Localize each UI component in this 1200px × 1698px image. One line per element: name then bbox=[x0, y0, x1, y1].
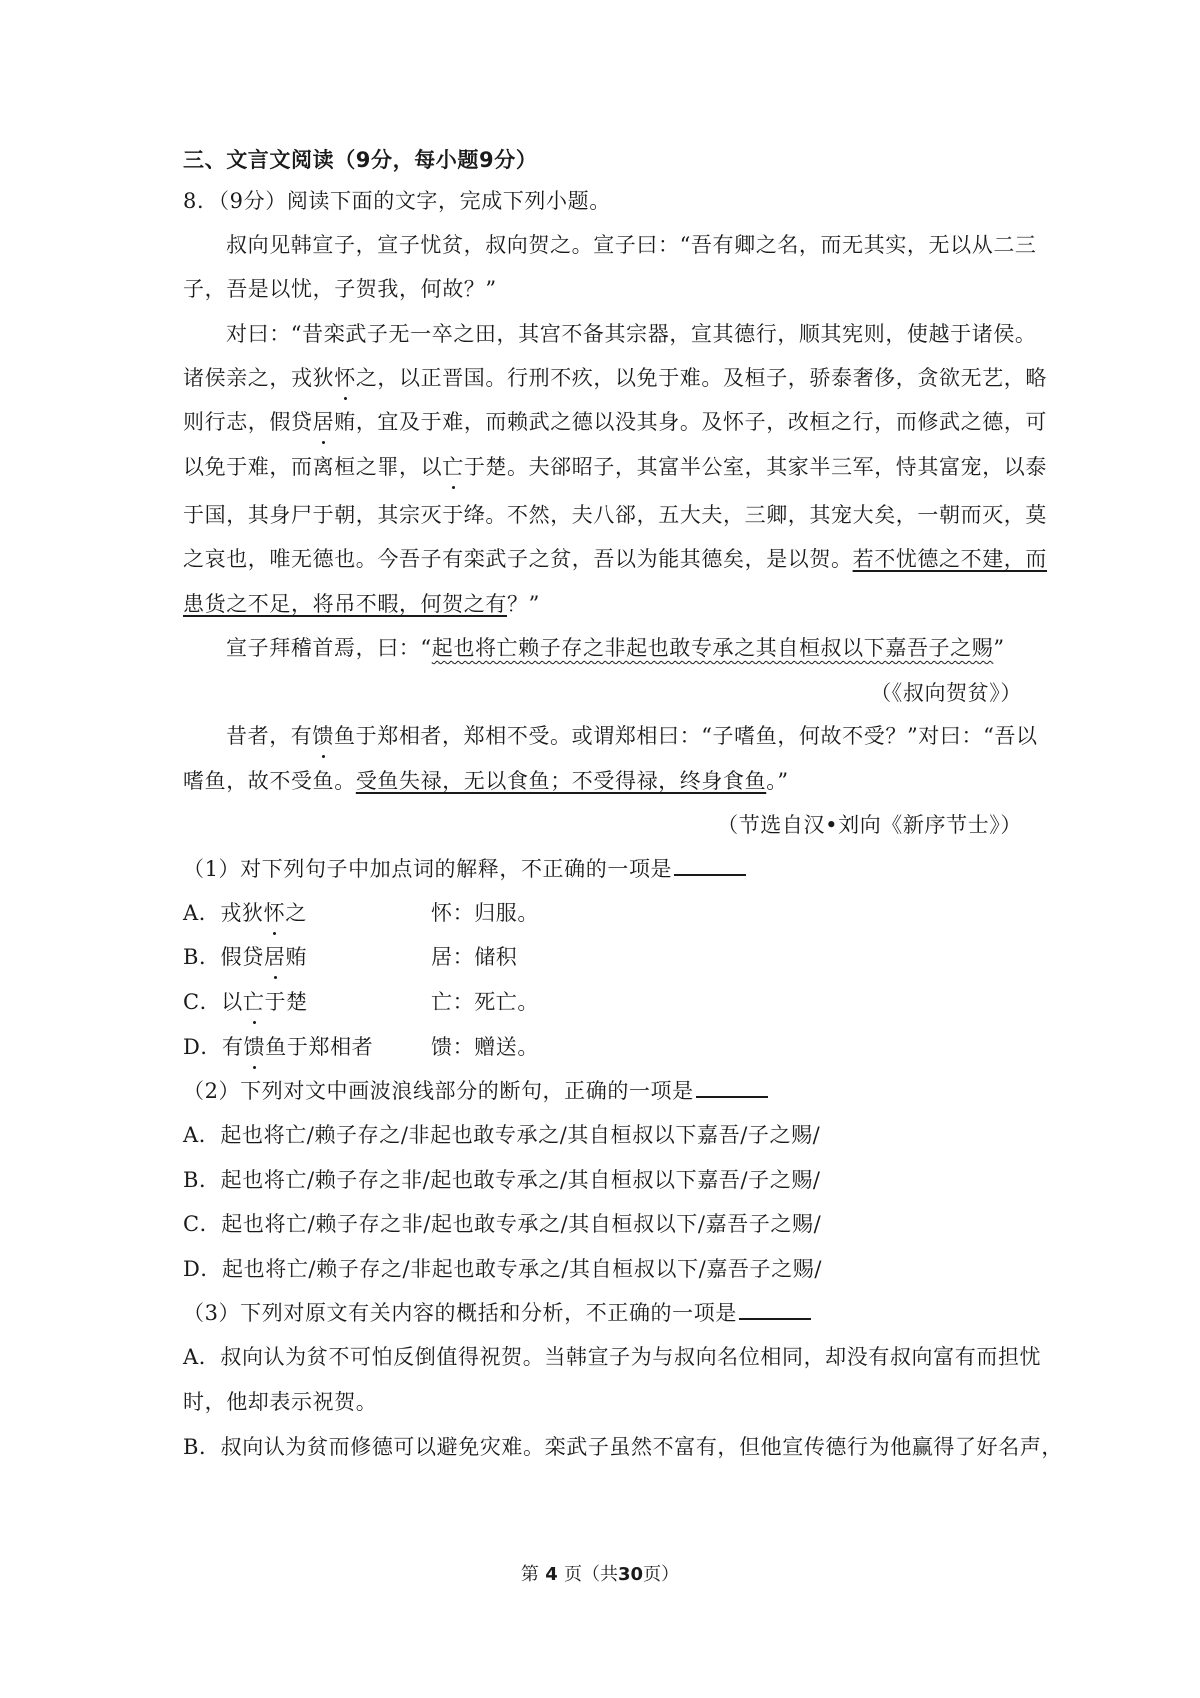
underlined-sentence: 受鱼失禄，无以食鱼；不受得禄，终身食鱼 bbox=[355, 769, 767, 793]
option-label: A． bbox=[183, 901, 221, 925]
dotted-word: 怀 bbox=[263, 901, 286, 925]
page-footer bbox=[0, 1563, 1200, 1587]
passage-line: 叔向见韩宣子，宣子忧贫，叔向贺之。宣子曰：“吾有卿之名，而无其实，无以从二三 bbox=[226, 233, 1037, 257]
option-c-gloss: 亡：死亡。 bbox=[431, 990, 539, 1014]
passage-line: 对曰：“昔栾武子无一卒之田，其宫不备其宗器，宣其德行，顺其宪则，使越于诸侯。 bbox=[226, 322, 1037, 346]
stem-text: （1）对下列句子中加点词的解释，不正确的一项是 bbox=[183, 857, 673, 881]
text-span: 诸侯亲之，戎狄 bbox=[183, 366, 335, 390]
underlined-sentence: 患货之不足，将吊不暇，何贺之有 bbox=[183, 592, 507, 616]
dotted-word: 亡 bbox=[242, 990, 265, 1014]
option-d bbox=[183, 1033, 373, 1061]
text-span: 之 bbox=[285, 901, 307, 925]
text-span: 以免于难，而离桓之罪，以 bbox=[183, 455, 443, 479]
dotted-word: 怀 bbox=[334, 366, 356, 390]
text-span: 于楚 bbox=[264, 990, 308, 1014]
option-label: B． bbox=[183, 945, 221, 969]
dotted-word: 亡 bbox=[442, 455, 464, 479]
text-span: 以 bbox=[221, 990, 243, 1014]
text-span: 之，以正晋国。行刑不疚，以免于难。及桓子，骄泰奢侈，贪欲无艺，略 bbox=[355, 366, 1048, 390]
text-span: 之哀也，唯无德也。今吾子有栾武子之贫，吾以为能其德矣，是以贺。 bbox=[183, 547, 853, 571]
text-span: 昔者，有 bbox=[226, 724, 313, 748]
passage-line bbox=[183, 364, 1047, 392]
passage-line: 于国，其身尸于朝，其宗灭于绛。不然，夫八郤，五大夫，三卿，其宠大矣，一朝而灭，莫 bbox=[183, 503, 1047, 527]
passage-line bbox=[183, 545, 1047, 573]
passage-line bbox=[183, 767, 789, 795]
wavy-underlined-sentence: 起也将亡赖子存之非起也敢专承之其自桓叔以下嘉吾子之赐 bbox=[431, 636, 994, 660]
passage-line bbox=[183, 453, 1047, 481]
option-d: D．起也将亡/赖子存之/非起也敢专承之/其自桓叔以下/嘉吾子之赐/ bbox=[183, 1257, 823, 1281]
answer-blank bbox=[674, 856, 746, 876]
option-c: C．起也将亡/赖子存之非/起也敢专承之/其自桓叔以下/嘉吾子之赐/ bbox=[183, 1212, 822, 1236]
option-a bbox=[183, 899, 307, 927]
answer-blank bbox=[696, 1078, 768, 1098]
stem-text: （2）下列对文中画波浪线部分的断句，正确的一项是 bbox=[183, 1079, 694, 1103]
sub-question-stem bbox=[183, 1077, 768, 1105]
footer-text: 页（共 bbox=[564, 1564, 619, 1585]
dotted-word: 居 bbox=[263, 945, 286, 969]
option-a-continued: 时，他却表示祝贺。 bbox=[183, 1390, 378, 1414]
text-span: 假贷 bbox=[220, 945, 264, 969]
sub-question-stem bbox=[183, 855, 746, 883]
stem-text: （3）下列对原文有关内容的概括和分析，不正确的一项是 bbox=[183, 1301, 737, 1325]
option-d-gloss: 馈：赠送。 bbox=[431, 1035, 539, 1059]
option-a: A．起也将亡/赖子存之/非起也敢专承之/其自桓叔以下嘉吾/子之赐/ bbox=[183, 1123, 821, 1147]
source-citation: （节选自汉•刘向《新序节士》） bbox=[717, 813, 1022, 837]
option-a-gloss: 怀：归服。 bbox=[431, 901, 539, 925]
footer-text: 页） bbox=[643, 1564, 680, 1585]
section-title: 三、文言文阅读（9分，每小题9分） bbox=[183, 148, 538, 172]
dotted-word: 馈 bbox=[243, 1035, 266, 1059]
passage-line bbox=[226, 722, 1038, 750]
text-span: 鱼于郑相者，郑相不受。或谓郑相曰：“子嗜鱼，何故不受？”对曰：“吾以 bbox=[334, 724, 1038, 748]
text-span: 戎狄 bbox=[220, 901, 264, 925]
text-span: 鱼于郑相者 bbox=[265, 1035, 374, 1059]
option-c bbox=[183, 988, 308, 1016]
passage-line bbox=[226, 634, 1005, 662]
text-span: 。” bbox=[766, 769, 789, 793]
text-span: 宣子拜稽首焉，曰：“ bbox=[226, 636, 432, 660]
option-b: B．叔向认为贫而修德可以避免灾难。栾武子虽然不富有，但他宣传德行为他赢得了好名声， bbox=[183, 1435, 1064, 1459]
answer-blank bbox=[739, 1300, 811, 1320]
passage-line bbox=[183, 590, 540, 618]
dotted-word: 居 bbox=[312, 410, 335, 434]
text-span: 则行志，假贷 bbox=[183, 410, 313, 434]
text-span: ” bbox=[993, 636, 1005, 660]
underlined-sentence: 若不忧德之不建，而 bbox=[852, 547, 1048, 571]
text-span: 于楚。夫郤昭子，其富半公室，其家半三军，恃其富宠，以泰 bbox=[463, 455, 1048, 479]
option-b bbox=[183, 943, 307, 971]
text-span: 贿，宜及于难，而赖武之德以没其身。及怀子，改桓之行，而修武之德，可 bbox=[334, 410, 1048, 434]
option-b: B．起也将亡/赖子存之非/起也敢专承之/其自桓叔以下嘉吾/子之赐/ bbox=[183, 1168, 821, 1192]
text-span: 嗜鱼，故不受鱼。 bbox=[183, 769, 356, 793]
text-span: ？” bbox=[507, 592, 540, 616]
dotted-word: 馈 bbox=[312, 724, 335, 748]
text-span: 贿 bbox=[285, 945, 308, 969]
option-label: C． bbox=[183, 990, 222, 1014]
question-stem: 8．（9分）阅读下面的文字，完成下列小题。 bbox=[183, 189, 611, 213]
passage-line: 子，吾是以忧，子贺我，何故？” bbox=[183, 277, 497, 301]
option-label: D． bbox=[183, 1035, 223, 1059]
option-b-gloss: 居：储积 bbox=[431, 945, 518, 969]
passage-line bbox=[183, 408, 1047, 436]
sub-question-stem bbox=[183, 1299, 811, 1327]
text-span: 有 bbox=[222, 1035, 244, 1059]
option-a: A．叔向认为贫不可怕反倒值得祝贺。当韩宣子为与叔向名位相同，却没有叔向富有而担忧 bbox=[183, 1345, 1042, 1369]
source-citation: （《叔向贺贫》） bbox=[870, 681, 1022, 705]
footer-text: 第 bbox=[520, 1564, 539, 1585]
page-number: 4 bbox=[545, 1564, 558, 1585]
total-pages: 30 bbox=[618, 1564, 644, 1585]
